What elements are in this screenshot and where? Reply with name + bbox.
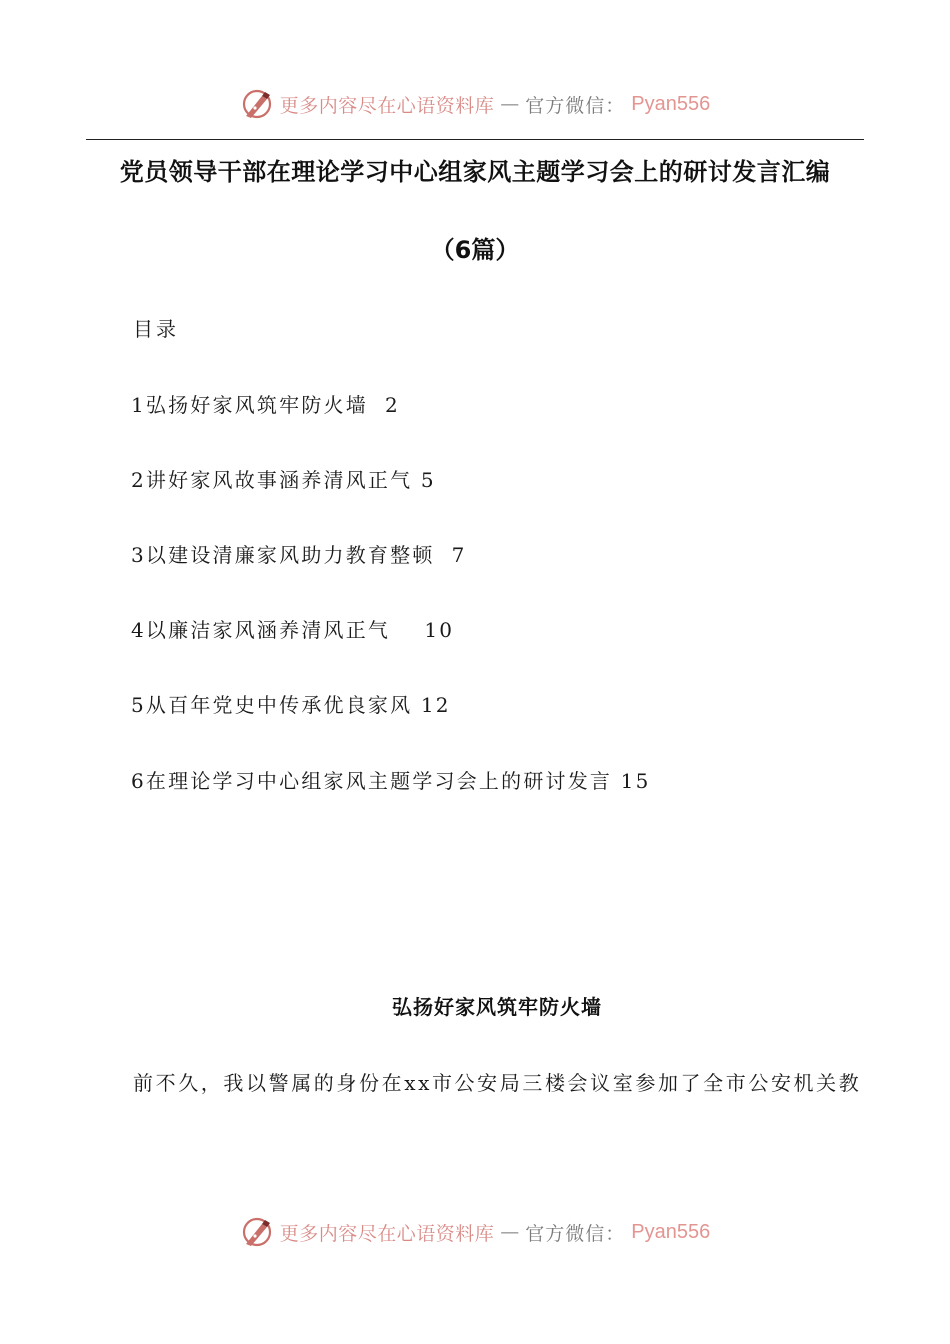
watermark-text: 更多内容尽在心语资料库 xyxy=(279,94,495,117)
toc-item-1: 1弘扬好家风筑牢防火墙 2 xyxy=(131,393,400,417)
document-subtitle: （6篇） xyxy=(430,236,520,264)
watermark-label: 官方微信： xyxy=(525,94,626,117)
watermark-dash: — xyxy=(500,1221,520,1243)
pen-nib-logo-icon xyxy=(240,87,274,121)
watermark-account: Pyan556 xyxy=(631,1220,711,1243)
section-title: 弘扬好家风筑牢防火墙 xyxy=(392,995,602,1019)
watermark-text: 更多内容尽在心语资料库 xyxy=(279,1222,495,1245)
body-paragraph: 前不久，我以警属的身份在xx市公安局三楼会议室参加了全市公安机关教 xyxy=(133,1071,862,1095)
watermark-banner-top xyxy=(0,82,950,126)
watermark-dash: — xyxy=(500,93,520,115)
toc-item-2: 2讲好家风故事涵养清风正气 5 xyxy=(131,468,436,492)
pen-nib-logo-icon xyxy=(240,1215,274,1249)
watermark-label: 官方微信： xyxy=(525,1222,626,1245)
header-rule xyxy=(86,139,864,140)
watermark-account: Pyan556 xyxy=(631,92,711,115)
toc-heading: 目录 xyxy=(133,317,179,341)
toc-item-5: 5从百年党史中传承优良家风 12 xyxy=(131,693,451,717)
toc-item-3: 3以建设清廉家风助力教育整顿 7 xyxy=(131,543,467,567)
document-title: 党员领导干部在理论学习中心组家风主题学习会上的研讨发言汇编 xyxy=(119,158,831,186)
toc-item-4: 4以廉洁家风涵养清风正气 10 xyxy=(131,618,455,642)
toc-item-6: 6在理论学习中心组家风主题学习会上的研讨发言 15 xyxy=(131,769,651,793)
watermark-banner-bottom xyxy=(0,1210,950,1254)
